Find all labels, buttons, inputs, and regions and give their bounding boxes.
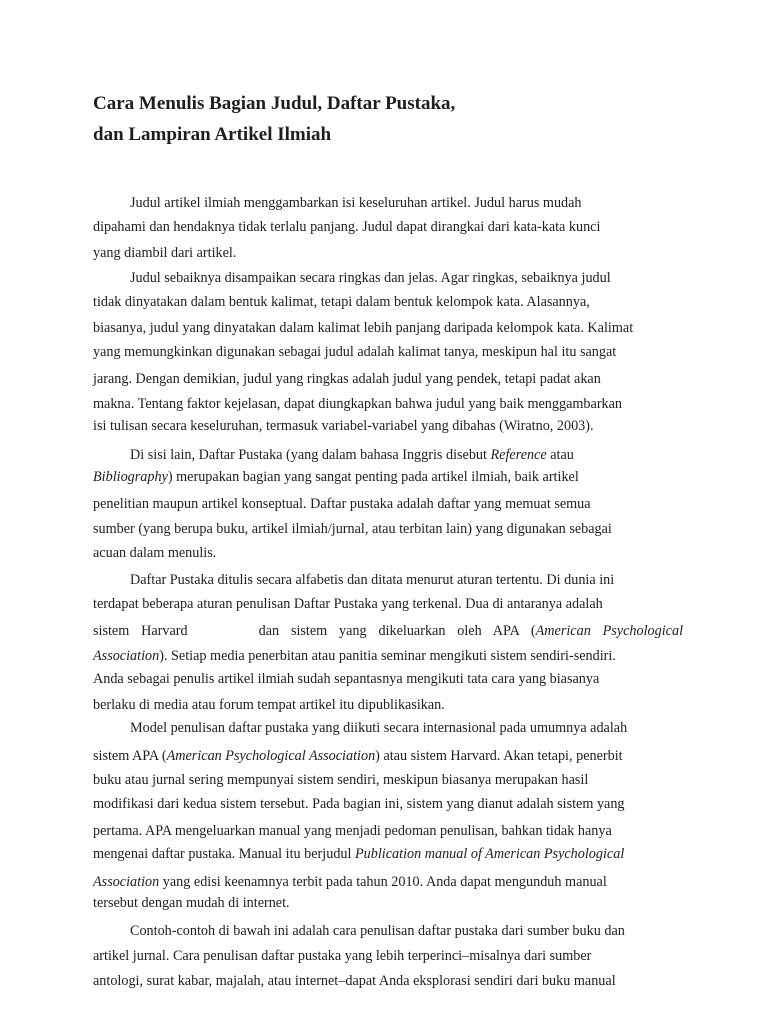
italic-text: Reference: [490, 447, 547, 463]
title-line-1: Cara Menulis Bagian Judul, Daftar Pustaka,: [93, 93, 456, 114]
text-segment: sistem APA (: [93, 748, 167, 764]
text-line: [93, 770, 683, 790]
text-segment: [591, 623, 603, 639]
italic-text: Publication manual of American Psychological: [355, 846, 625, 862]
text-line: [93, 342, 683, 362]
text-segment: ) merupakan bagian yang sangat penting pada artikel ilmiah, baik artikel: [167, 469, 579, 485]
text-line: [93, 369, 683, 389]
text-line: [93, 217, 683, 237]
italic-text: American: [535, 623, 591, 639]
text-line: [93, 893, 683, 913]
text-line: [93, 543, 683, 563]
text-segment: acuan dalam menulis.: [93, 545, 217, 561]
text-line: [93, 519, 683, 539]
text-segment: sumber (yang berupa buku, artikel ilmiah/jurnal, atau terbitan lain) yang digunakan sebagai: [93, 521, 612, 537]
text-line: [93, 467, 683, 487]
text-line: [130, 193, 683, 213]
text-line: [130, 268, 683, 288]
text-line: [93, 695, 683, 715]
text-line: [93, 844, 683, 864]
text-line: [130, 570, 683, 590]
text-segment: tidak dinyatakan dalam bentuk kalimat, tetapi dalam bentuk kelompok kata. Alasannya,: [93, 294, 590, 310]
text-segment: Di sisi lain, Daftar Pustaka (yang dalam bahasa Inggris disebut: [130, 447, 491, 463]
text-line: [93, 794, 683, 814]
text-segment: Anda sebagai penulis artikel ilmiah sudah sepantasnya mengikuti tata cara yang biasanya: [93, 671, 600, 687]
text-segment: Judul artikel ilmiah menggambarkan isi keseluruhan artikel. Judul harus mudah: [130, 195, 582, 211]
italic-text: Association: [93, 874, 160, 890]
text-segment: atau: [546, 447, 574, 463]
text-line: [93, 318, 683, 338]
italic-text: American Psychological Association: [166, 748, 376, 764]
text-line: [93, 243, 683, 263]
title-line-2: dan Lampiran Artikel Ilmiah: [93, 124, 332, 145]
text-segment: antologi, surat kabar, majalah, atau internet–dapat Anda eksplorasi sendiri dari buku manual: [93, 973, 616, 989]
text-line: [93, 416, 683, 436]
text-segment: modifikasi dari kedua sistem tersebut. Pada bagian ini, sistem yang dianut adalah sistem yang: [93, 796, 625, 812]
text-segment: yang memungkinkan digunakan sebagai judul adalah kalimat tanya, meskipun hal itu sangat: [93, 344, 617, 360]
text-line: [93, 821, 683, 841]
text-segment: artikel jurnal. Cara penulisan daftar pustaka yang lebih terperinci–misalnya dari sumber: [93, 948, 592, 964]
article-title: [93, 88, 455, 150]
text-segment: berlaku di media atau forum tempat artikel itu dipublikasikan.: [93, 697, 445, 713]
text-segment: isi tulisan secara keseluruhan, termasuk variabel-variabel yang dibahas (Wiratno, 2003).: [93, 418, 594, 434]
text-line: [130, 921, 683, 941]
text-segment: ). Setiap media penerbitan atau panitia seminar mengikuti sistem sendiri-sendiri.: [159, 648, 616, 664]
text-line: [93, 394, 683, 414]
text-segment: terdapat beberapa aturan penulisan Daftar Pustaka yang terkenal. Dua di antaranya adalah: [93, 596, 603, 612]
text-segment: Model penulisan daftar pustaka yang diikuti secara internasional pada umumnya adalah: [130, 720, 628, 736]
text-segment: Daftar Pustaka ditulis secara alfabetis dan ditata menurut aturan tertentu. Di dunia ini: [130, 572, 615, 588]
text-line: [93, 494, 683, 514]
text-segment: sistem Harvard dan sistem yang dikeluarkan oleh APA (: [93, 623, 536, 639]
text-segment: yang diambil dari artikel.: [93, 245, 237, 261]
text-segment: tersebut dengan mudah di internet.: [93, 895, 290, 911]
text-line: [93, 292, 683, 312]
text-segment: dipahami dan hendaknya tidak terlalu panjang. Judul dapat dirangkai dari kata-kata kunci: [93, 219, 601, 235]
text-line: [93, 872, 683, 892]
text-line: [93, 621, 683, 641]
text-line: [93, 669, 683, 689]
text-line: [130, 718, 683, 738]
text-line: [93, 594, 683, 614]
text-segment: jarang. Dengan demikian, judul yang ringkas adalah judul yang pendek, tetapi padat akan: [93, 371, 601, 387]
text-line: [93, 646, 683, 666]
text-segment: yang edisi keenamnya terbit pada tahun 2010. Anda dapat mengunduh manual: [159, 874, 607, 890]
text-segment: penelitian maupun artikel konseptual. Daftar pustaka adalah daftar yang memuat semua: [93, 496, 591, 512]
italic-text: Psychological: [602, 623, 684, 639]
text-segment: pertama. APA mengeluarkan manual yang menjadi pedoman penulisan, bahkan tidak hanya: [93, 823, 612, 839]
text-segment: ) atau sistem Harvard. Akan tetapi, penerbit: [375, 748, 623, 764]
italic-text: Association: [93, 648, 160, 664]
text-segment: Judul sebaiknya disampaikan secara ringkas dan jelas. Agar ringkas, sebaiknya judul: [130, 270, 611, 286]
text-segment: mengenai daftar pustaka. Manual itu berjudul: [93, 846, 355, 862]
text-line: [130, 445, 683, 465]
text-line: [93, 746, 683, 766]
text-line: [93, 971, 683, 991]
text-segment: biasanya, judul yang dinyatakan dalam kalimat lebih panjang daripada kelompok kata. Kalimat: [93, 320, 634, 336]
text-segment: makna. Tentang faktor kejelasan, dapat diungkapkan bahwa judul yang baik menggambarkan: [93, 396, 623, 412]
text-segment: Contoh-contoh di bawah ini adalah cara penulisan daftar pustaka dari sumber buku dan: [130, 923, 625, 939]
text-segment: buku atau jurnal sering mempunyai sistem sendiri, meskipun biasanya merupakan hasil: [93, 772, 589, 788]
italic-text: Bibliography: [93, 469, 168, 485]
text-line: [93, 946, 683, 966]
